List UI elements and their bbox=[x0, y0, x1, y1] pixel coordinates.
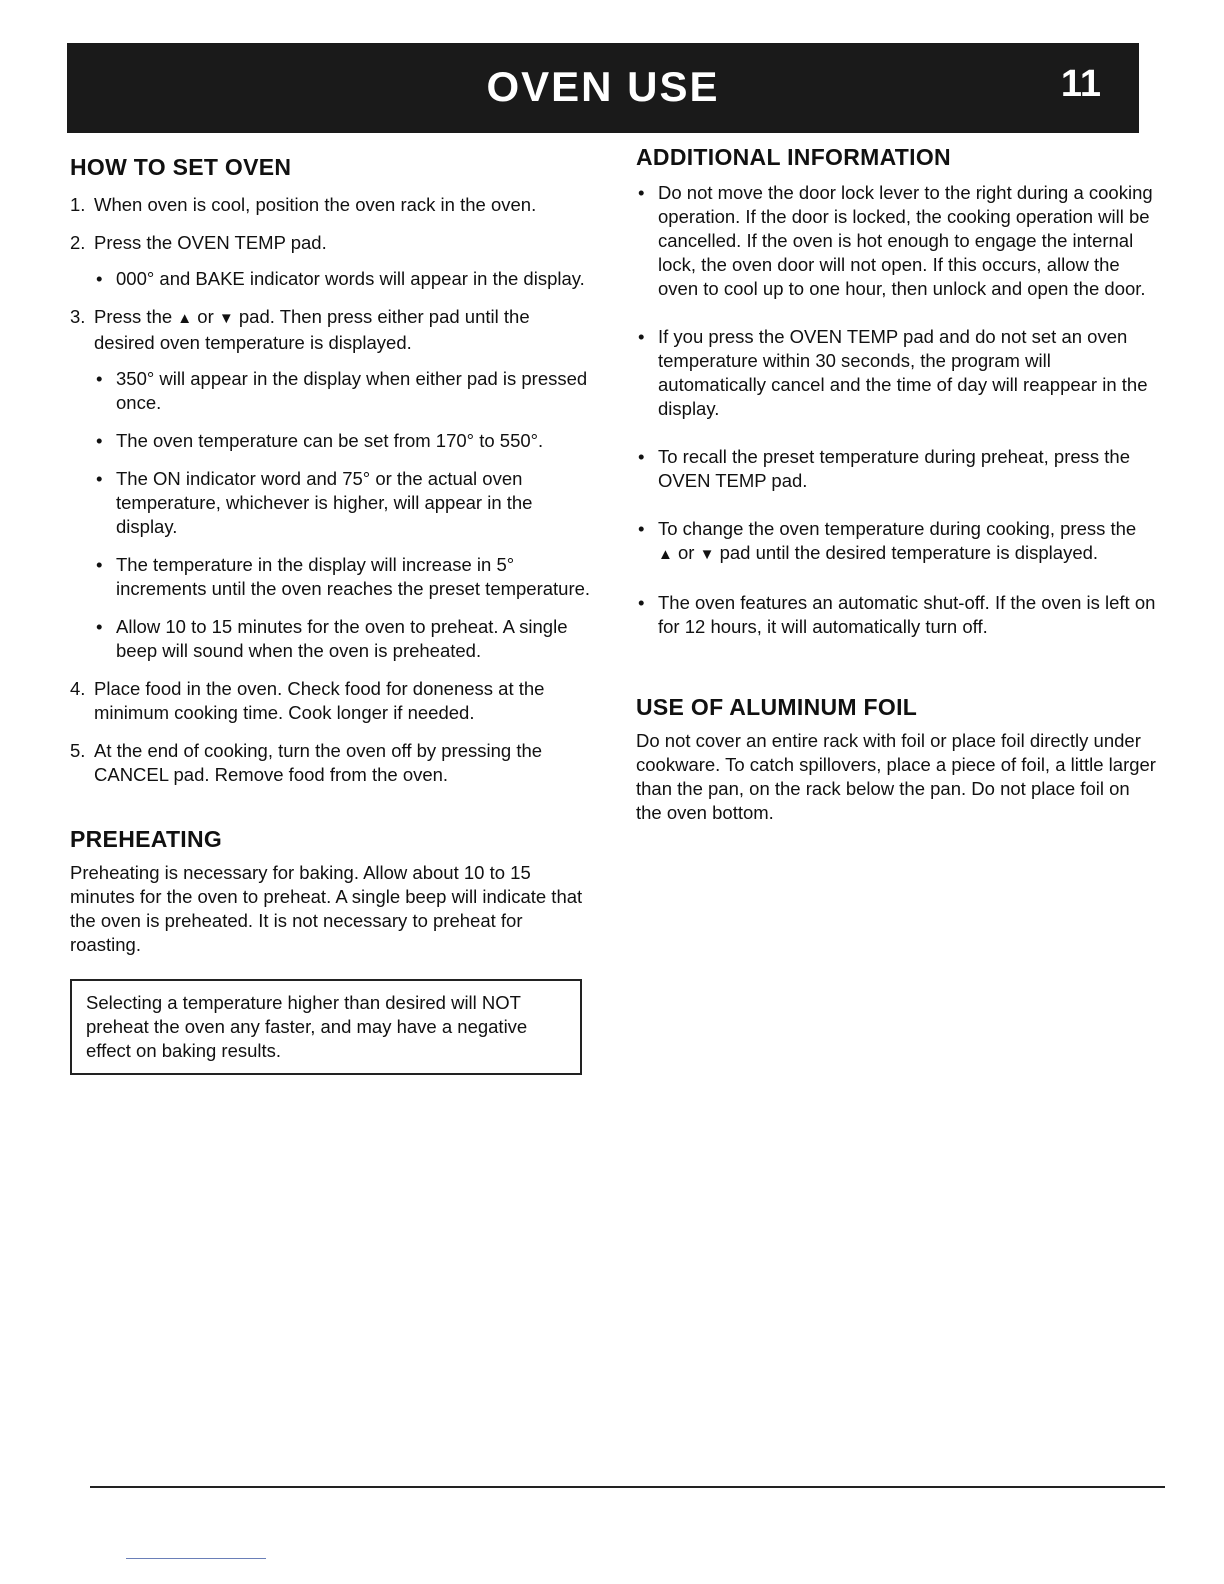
bullet-item: • 350° will appear in the display when either pad is pressed once. bbox=[94, 367, 592, 415]
step-number: 3. bbox=[70, 306, 86, 327]
preheating-heading: PREHEATING bbox=[70, 826, 223, 852]
additional-info-list bbox=[636, 181, 1156, 639]
bullet-item: • Allow 10 to 15 minutes for the oven to preheat. A single beep will sound when the oven is preheated. bbox=[94, 615, 592, 663]
preheating-text: Preheating is necessary for baking. Allow about 10 to 15 minutes for the oven to preheat. A single beep will indicate that the oven is preheated. It is not necessary to preheat for roasting. bbox=[70, 862, 583, 955]
bullet-text: pad until the desired temperature is displayed. bbox=[719, 542, 1099, 563]
step-number: 1. bbox=[70, 194, 86, 215]
bullet-item: • 000° and BAKE indicator words will appear in the display. bbox=[94, 267, 592, 291]
steps-list bbox=[70, 193, 592, 787]
page-title: OVEN USE bbox=[486, 63, 720, 110]
step-2 bbox=[70, 231, 592, 291]
step-1 bbox=[70, 193, 592, 217]
step-5 bbox=[70, 739, 592, 787]
step-2-bullets bbox=[94, 267, 592, 291]
step-3-bullets bbox=[94, 367, 592, 663]
step-text: At the end of cooking, turn the oven off by pressing the CANCEL pad. Remove food from the oven. bbox=[94, 740, 543, 785]
how-to-set-heading: HOW TO SET OVEN bbox=[70, 154, 292, 180]
foil-heading: USE OF ALUMINUM FOIL bbox=[636, 694, 918, 720]
down-arrow-icon: ▼ bbox=[699, 546, 715, 563]
down-arrow-icon: ▼ bbox=[218, 310, 234, 327]
step-text: pad. Then press either pad until the desired oven temperature is displayed. bbox=[94, 306, 530, 353]
step-3 bbox=[70, 305, 592, 663]
bullet-text: To change the oven temperature during cooking, press the bbox=[658, 518, 1137, 539]
bullet-item: • If you press the OVEN TEMP pad and do not set an oven temperature within 30 seconds, the program will automatically cancel and the time of day will reappear in the display. bbox=[636, 325, 1156, 421]
or-text: or bbox=[678, 542, 695, 563]
additional-info-heading: ADDITIONAL INFORMATION bbox=[636, 144, 951, 170]
step-number: 5. bbox=[70, 740, 86, 761]
up-arrow-icon: ▲ bbox=[177, 310, 193, 327]
bullet-item: • The oven temperature can be set from 170° to 550°. bbox=[94, 429, 592, 453]
step-text: When oven is cool, position the oven rack in the oven. bbox=[94, 194, 537, 215]
bullet-item: • The temperature in the display will increase in 5° increments until the oven reaches the preset temperature. bbox=[94, 553, 592, 601]
foil-text: Do not cover an entire rack with foil or place foil directly under cookware. To catch spillovers, place a piece of foil, a little larger than the pan, on the rack below the pan. Do not place foil on the oven bottom. bbox=[636, 730, 1156, 823]
step-number: 2. bbox=[70, 232, 86, 253]
bullet-item: • Do not move the door lock lever to the right during a cooking operation. If the door is locked, the cooking operation will be cancelled. If the oven is hot enough to engage the internal lock, the oven door will not open. If this occurs, allow the oven to cool up to one hour, then unlock and open the door. bbox=[636, 181, 1156, 301]
step-text: Press the bbox=[94, 306, 173, 327]
preheating-section bbox=[70, 827, 592, 1075]
step-text: Place food in the oven. Check food for doneness at the minimum cooking time. Cook longer if needed. bbox=[94, 678, 545, 723]
step-number: 4. bbox=[70, 678, 86, 699]
bullet-item: • The ON indicator word and 75° or the actual oven temperature, whichever is higher, will appear in the display. bbox=[94, 467, 592, 539]
right-column bbox=[636, 145, 1156, 825]
header-bar bbox=[67, 43, 1139, 133]
foil-section bbox=[636, 695, 1156, 825]
step-4 bbox=[70, 677, 592, 725]
left-column bbox=[70, 155, 592, 1075]
bullet-item bbox=[636, 517, 1156, 567]
step-text: Press the OVEN TEMP pad. bbox=[94, 232, 327, 253]
footer-underline bbox=[126, 1558, 266, 1559]
note-box: Selecting a temperature higher than desired will NOT preheat the oven any faster, and may have a negative effect on baking results. bbox=[70, 979, 582, 1075]
bullet-item: • The oven features an automatic shut-off. If the oven is left on for 12 hours, it will automatically turn off. bbox=[636, 591, 1156, 639]
footer-rule bbox=[90, 1486, 1165, 1488]
up-arrow-icon: ▲ bbox=[658, 546, 673, 563]
bullet-item: • To recall the preset temperature during preheat, press the OVEN TEMP pad. bbox=[636, 445, 1156, 493]
page-number: 11 bbox=[1060, 63, 1101, 105]
or-text: or bbox=[197, 306, 214, 327]
